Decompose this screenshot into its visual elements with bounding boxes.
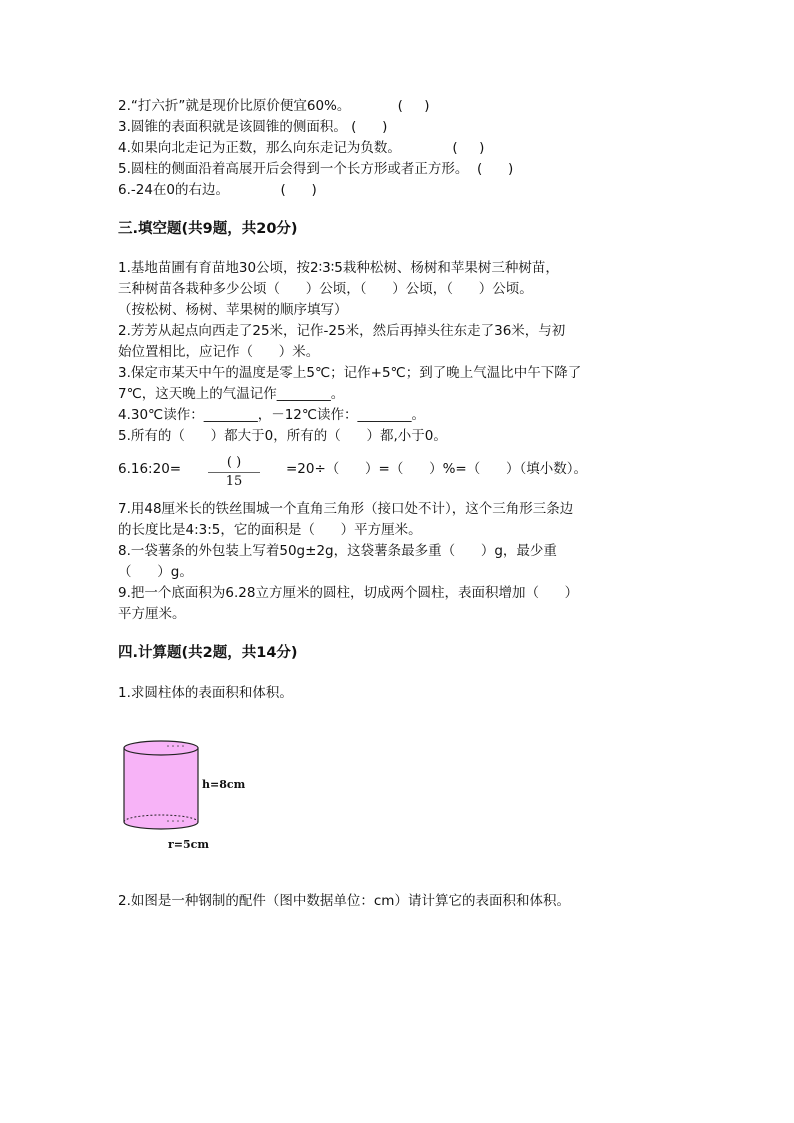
fill-q6-prefix: 6.16:20= bbox=[118, 461, 182, 477]
fill-q1-line3: （按松树、杨树、苹果树的顺序填写） bbox=[118, 302, 348, 318]
cylinder-top bbox=[124, 741, 198, 755]
judge-q4: 4.如果向北走记为正数，那么向东走记为负数。 ( ) bbox=[118, 140, 485, 156]
fraction bbox=[208, 455, 260, 489]
calc-q2: 2.如图是一种钢制的配件（图中数据单位：cm）请计算它的表面积和体积。 bbox=[118, 893, 570, 909]
fill-q7-line2: 的长度比是4:3:5，它的面积是（ ）平方厘米。 bbox=[118, 522, 422, 538]
fill-q2-line1: 2.芳芳从起点向西走了25米，记作-25米，然后再掉头往东走了36米，与初 bbox=[118, 323, 566, 339]
judge-q5: 5.圆柱的侧面沿着高展开后会得到一个长方形或者正方形。 ( ) bbox=[118, 161, 514, 177]
section-3-title: 三.填空题(共9题，共20分) bbox=[118, 221, 298, 237]
height-label: h=8cm bbox=[202, 778, 246, 791]
judge-q6: 6.-24在0的右边。 ( ) bbox=[118, 182, 317, 198]
fraction-numerator: ( ) bbox=[226, 455, 242, 470]
fraction-bar bbox=[208, 472, 260, 473]
fill-q7-line1: 7.用48厘米长的铁丝围城一个直角三角形（接口处不计），这个三角形三条边 bbox=[118, 501, 574, 517]
fill-q9-line2: 平方厘米。 bbox=[118, 606, 186, 622]
fill-q1-line2: 三种树苗各栽种多少公顷（ ）公顷，（ ）公顷，（ ）公顷。 bbox=[118, 281, 533, 297]
fill-q9-line1: 9.把一个底面积为6.28立方厘米的圆柱，切成两个圆柱，表面积增加（ ） bbox=[118, 585, 579, 601]
judge-q3: 3.圆锥的表面积就是该圆锥的侧面积。 ( ) bbox=[118, 119, 388, 135]
fill-q3-line2: 7℃，这天晚上的气温记作________。 bbox=[118, 386, 345, 402]
cylinder-figure bbox=[118, 736, 268, 856]
fill-q1-line1: 1.基地苗圃有育苗地30公顷，按2∶3∶5栽种松树、杨树和苹果树三种树苗， bbox=[118, 260, 559, 276]
calc-q1: 1.求圆柱体的表面积和体积。 bbox=[118, 685, 293, 701]
fill-q5: 5.所有的（ ）都大于0，所有的（ ）都,小于0。 bbox=[118, 428, 447, 444]
judge-q2: 2.“打六折”就是现价比原价便宜60%。 ( ) bbox=[118, 98, 430, 114]
fill-q8-line1: 8.一袋薯条的外包装上写着50g±2g，这袋薯条最多重（ ）g，最少重 bbox=[118, 543, 557, 559]
fraction-denominator: 15 bbox=[225, 474, 243, 489]
radius-label: r=5cm bbox=[168, 838, 210, 851]
fill-q2-line2: 始位置相比，应记作（ ）米。 bbox=[118, 344, 320, 360]
fill-q3-line1: 3.保定市某天中午的温度是零上5℃；记作+5℃；到了晚上气温比中午下降了 bbox=[118, 365, 582, 381]
fill-q6-suffix: =20÷（ ）=（ ）%=（ ）（填小数）。 bbox=[286, 461, 587, 477]
fill-q4: 4.30℃读作：________，－12℃读作：________。 bbox=[118, 407, 426, 423]
fill-q8-line2: （ ）g。 bbox=[118, 564, 193, 580]
section-4-title: 四.计算题(共2题，共14分) bbox=[118, 645, 298, 661]
